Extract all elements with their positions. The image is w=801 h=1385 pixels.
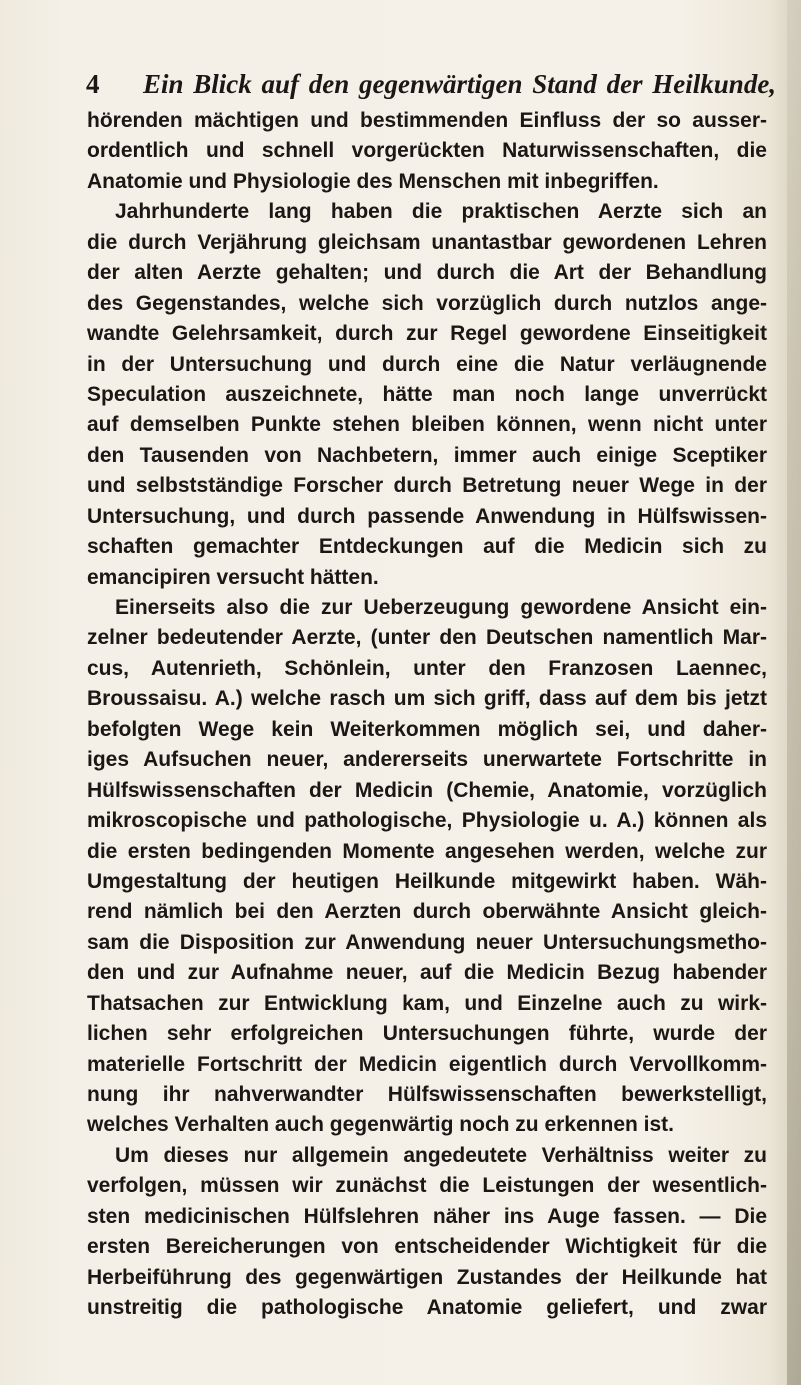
text-line: unstreitig die pathologische Anatomie geliefert, und zwar [87, 1296, 767, 1320]
text-line: cus, Autenrieth, Schönlein, unter den Franzosen Laennec, [87, 656, 767, 680]
text-line: Jahrhunderte lang haben die praktischen Aerzte sich an [115, 200, 767, 224]
text-line: hörenden mächtigen und bestimmenden Einfluss der so ausser- [87, 109, 767, 132]
text-line: zelner bedeutender Aerzte, (unter den Deutschen namentlich Mar- [87, 626, 767, 650]
text-line: Herbeiführung des gegenwärtigen Zustandes der Heilkunde hat [87, 1265, 767, 1289]
text-line: Umgestaltung der heutigen Heilkunde mitgewirkt haben. Wäh- [87, 869, 767, 893]
text-line: lichen sehr erfolgreichen Untersuchungen führte, wurde der [87, 1022, 767, 1046]
text-line: auf demselben Punkte stehen bleiben können, wenn nicht unter [87, 413, 767, 437]
text-line: mikroscopische und pathologische, Physiologie u. A.) können als [87, 809, 767, 833]
text-line: und selbstständige Forscher durch Betretung neuer Wege in der [87, 474, 767, 498]
text-line: Broussaisu. A.) welche rasch um sich griff, dass auf dem bis jetzt [87, 687, 767, 711]
running-title: Ein Blick auf den gegenwärtigen Stand der Heilkunde, [143, 69, 777, 99]
text-line: rend nämlich bei den Aerzten durch oberwähnte Ansicht gleich- [87, 900, 767, 924]
body-text [87, 106, 767, 1324]
text-line: in der Untersuchung und durch eine die Natur verläugnende [87, 352, 767, 376]
text-line: welches Verhalten auch gegenwärtig noch zu erkennen ist. [87, 1113, 674, 1137]
text-line: der alten Aerzte gehalten; und durch die Art der Behandlung [87, 261, 767, 285]
text-line: Anatomie und Physiologie des Menschen mit inbegriffen. [87, 169, 659, 193]
text-line: emancipiren versucht hätten. [87, 565, 379, 589]
text-line: Hülfswissenschaften der Medicin (Chemie, Anatomie, vorzüglich [87, 778, 767, 802]
text-line: Speculation auszeichnete, hätte man noch lange unverrückt [87, 382, 767, 406]
text-line: sam die Disposition zur Anwendung neuer Untersuchungsmetho- [87, 930, 767, 954]
text-line: den und zur Aufnahme neuer, auf die Medicin Bezug habender [87, 961, 767, 985]
text-line: die durch Verjährung gleichsam unantastbar gewordenen Lehren [87, 230, 767, 254]
page-edge-shadow [787, 0, 801, 1385]
text-line: ordentlich und schnell vorgerückten Naturwissenschaften, die [87, 139, 767, 163]
page-number: 4 [86, 69, 100, 99]
text-line: Um dieses nur allgemein angedeutete Verhältniss weiter zu [115, 1143, 767, 1167]
text-line: des Gegenstandes, welche sich vorzüglich durch nutzlos ange- [87, 291, 767, 315]
text-line: Untersuchung, und durch passende Anwendung in Hülfswissen- [87, 504, 767, 528]
text-line: Thatsachen zur Entwicklung kam, und Einzelne auch zu wirk- [87, 991, 767, 1015]
running-header [86, 66, 786, 102]
text-line: wandte Gelehrsamkeit, durch zur Regel gewordene Einseitigkeit [87, 322, 767, 346]
text-line: verfolgen, müssen wir zunächst die Leistungen der wesentlich- [87, 1174, 767, 1198]
text-line: Einerseits also die zur Ueberzeugung gewordene Ansicht ein- [115, 596, 767, 619]
text-line: materielle Fortschritt der Medicin eigentlich durch Vervollkomm- [87, 1052, 767, 1076]
text-line: die ersten bedingenden Momente angesehen werden, welche zur [87, 839, 767, 863]
text-line: nung ihr nahverwandter Hülfswissenschaften bewerkstelligt, [87, 1083, 767, 1106]
text-line: den Tausenden von Nachbetern, immer auch einige Sceptiker [87, 443, 767, 467]
text-line: befolgten Wege kein Weiterkommen möglich sei, und daher- [87, 717, 767, 741]
text-line: schaften gemachter Entdeckungen auf die Medicin sich zu [87, 535, 767, 559]
text-line: iges Aufsuchen neuer, andererseits unerwartete Fortschritte in [87, 748, 767, 772]
text-line: sten medicinischen Hülfslehren näher ins Auge fassen. — Die [87, 1204, 767, 1228]
text-line: ersten Bereicherungen von entscheidender Wichtigkeit für die [87, 1235, 767, 1259]
